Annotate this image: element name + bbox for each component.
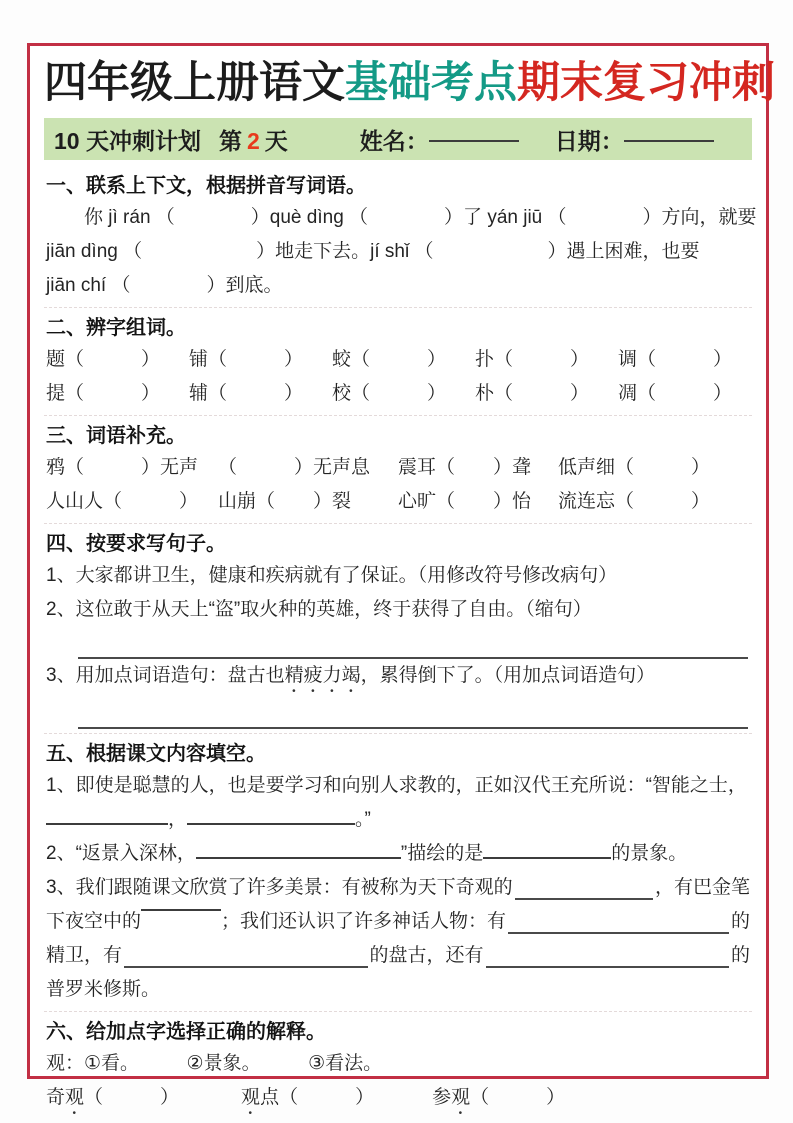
idiom-cell: 人山人（ ）: [46, 491, 199, 512]
definition-options: 观：①看。 ②景象。 ③看法。: [46, 1053, 383, 1074]
dotted-word: 精疲力竭: [284, 665, 361, 686]
day-prefix: 第: [218, 127, 242, 154]
word-cell: 凋（ ）: [618, 383, 733, 404]
comma: ，: [168, 809, 188, 830]
section-5-heading: 五、根据课文内容填空。: [46, 743, 266, 765]
title-part-red: 期末复习冲刺: [517, 59, 775, 107]
worksheet-page: [27, 43, 775, 1108]
fill-item-3-l1a: 3、我们跟随课文欣赏了许多美景：有被称为天下奇观的: [46, 877, 513, 898]
sentence-item-3-post: ，累得倒下了。（用加点词语造句）: [360, 665, 656, 686]
section-pinyin: [44, 166, 757, 307]
answer-1-pre: 奇: [46, 1087, 66, 1108]
section-idiom-completion: [44, 415, 752, 523]
name-label: 姓名：: [359, 127, 429, 154]
word-cell: 蛟（ ）: [332, 349, 447, 370]
word-cell: 铺（ ）: [189, 349, 304, 370]
title-part-teal: 基础考点: [345, 59, 517, 107]
answer-3-parens: （ ）: [470, 1087, 566, 1108]
fill-item-1-line-2: [46, 803, 750, 837]
word-cell: 提（ ）: [46, 383, 161, 404]
idiom-cell: 震耳（ ）聋: [398, 457, 532, 478]
dotted-char: 观: [65, 1087, 85, 1108]
day-number: 2: [246, 127, 260, 154]
answer-2-parens: 点（ ）: [260, 1087, 375, 1108]
dotted-char: 观: [241, 1087, 261, 1108]
date-label: 日期：: [554, 127, 624, 154]
idiom-cell: 山崩（ ）裂: [218, 491, 352, 512]
dotted-char: 观: [451, 1087, 471, 1108]
section-definition-choice: [44, 1011, 752, 1123]
fill-blank: [515, 866, 653, 900]
section-2-heading: 二、辨字组词。: [46, 317, 186, 339]
word-cell: 题（ ）: [46, 349, 161, 370]
section-word-pairs: [44, 307, 752, 415]
fill-item-3-l2b: ；我们还认识了许多神话人物：有: [221, 911, 507, 932]
word-row-2: [46, 377, 750, 411]
sentence-item-1: 1、大家都讲卫生，健康和疾病就有了保证。（用修改符号修改病句）: [46, 565, 618, 586]
idiom-cell: 心旷（ ）怡: [398, 491, 532, 512]
fill-blank: [141, 905, 221, 911]
fill-item-3-line-4: 普罗米修斯。: [46, 979, 161, 1000]
fill-item-2-pre: 2、“返景入深林，: [46, 843, 196, 864]
day-counter: [219, 123, 288, 156]
answer-blank-line: [78, 697, 748, 729]
fill-blank: [483, 853, 611, 859]
section-sentence-writing: [44, 523, 752, 733]
section-6-heading: 六、给加点字选择正确的解释。: [46, 1021, 326, 1043]
fill-item-3-line-3: [46, 939, 750, 973]
idiom-cell: 低声细（ ）: [558, 457, 711, 478]
idiom-row-1: [46, 451, 750, 485]
idiom-row-2: [46, 485, 750, 519]
fill-item-1-line-1: 1、即使是聪慧的人，也是要学习和向别人求教的，正如汉代王充所说：“智能之士，: [46, 775, 747, 796]
fill-item-2-mid: ”描绘的是: [400, 843, 484, 864]
fill-item-3-l1b: ，有巴金笔: [654, 877, 750, 898]
definition-answers: [46, 1081, 750, 1119]
answer-1-parens: （ ）: [84, 1087, 180, 1108]
fill-item-2-post: 的景象。: [611, 843, 688, 864]
word-cell: 辅（ ）: [189, 383, 304, 404]
header-bar: [44, 118, 752, 160]
fill-blank: [508, 900, 729, 934]
fill-blank: [486, 934, 729, 968]
pinyin-line-3: jiān chí （ ）到底。: [46, 275, 283, 296]
answer-blank-line: [78, 627, 748, 659]
idiom-cell: 流连忘（ ）: [558, 491, 711, 512]
day-suffix: 天: [264, 127, 288, 154]
fill-blank: [46, 819, 168, 825]
idiom-cell: 鸦（ ）无声: [46, 457, 199, 478]
name-blank: [429, 136, 519, 142]
section-text-fill-in: [44, 733, 752, 1011]
fill-item-3-l2c: 的: [730, 911, 750, 932]
word-cell: 朴（ ）: [475, 383, 590, 404]
fill-item-3-l3a: 精卫，有: [46, 945, 123, 966]
word-cell: 扑（ ）: [475, 349, 590, 370]
date-blank: [624, 136, 714, 142]
fill-blank: [124, 934, 367, 968]
pinyin-line-1: 你 jì rán （ ）què dìng （ ）了 yán jiū （ ）方向，就要: [84, 207, 757, 228]
word-cell: 调（ ）: [618, 349, 733, 370]
word-cell: 校（ ）: [332, 383, 447, 404]
fill-item-3-l3c: 的: [731, 945, 751, 966]
word-row-1: [46, 343, 750, 377]
sentence-item-2: 2、这位敢于从天上“盗”取火种的英雄，终于获得了自由。（缩句）: [46, 599, 592, 620]
answer-3-pre: 参: [432, 1087, 452, 1108]
fill-item-3-l3b: 的盘古，还有: [369, 945, 484, 966]
closing-quote: 。”: [355, 809, 371, 830]
fill-item-3-l2a: 下夜空中的: [46, 911, 142, 932]
pinyin-line-2: jiān dìng （ ）地走下去。jí shǐ （ ）遇上困难，也要: [46, 241, 700, 262]
page-title: [44, 58, 775, 108]
section-3-heading: 三、词语补充。: [46, 425, 186, 447]
fill-blank: [196, 853, 401, 859]
fill-blank: [187, 819, 355, 825]
section-1-heading: 一、联系上下文，根据拼音写词语。: [46, 175, 366, 197]
title-part-black: 四年级上册语文: [44, 59, 345, 107]
plan-label: 10 天冲刺计划: [54, 127, 201, 154]
sentence-item-3-pre: 3、用加点词语造句：盘古也: [46, 665, 285, 686]
idiom-cell: （ ）无声息: [218, 457, 371, 478]
sentence-item-3: [46, 659, 750, 697]
section-4-heading: 四、按要求写句子。: [46, 533, 226, 555]
